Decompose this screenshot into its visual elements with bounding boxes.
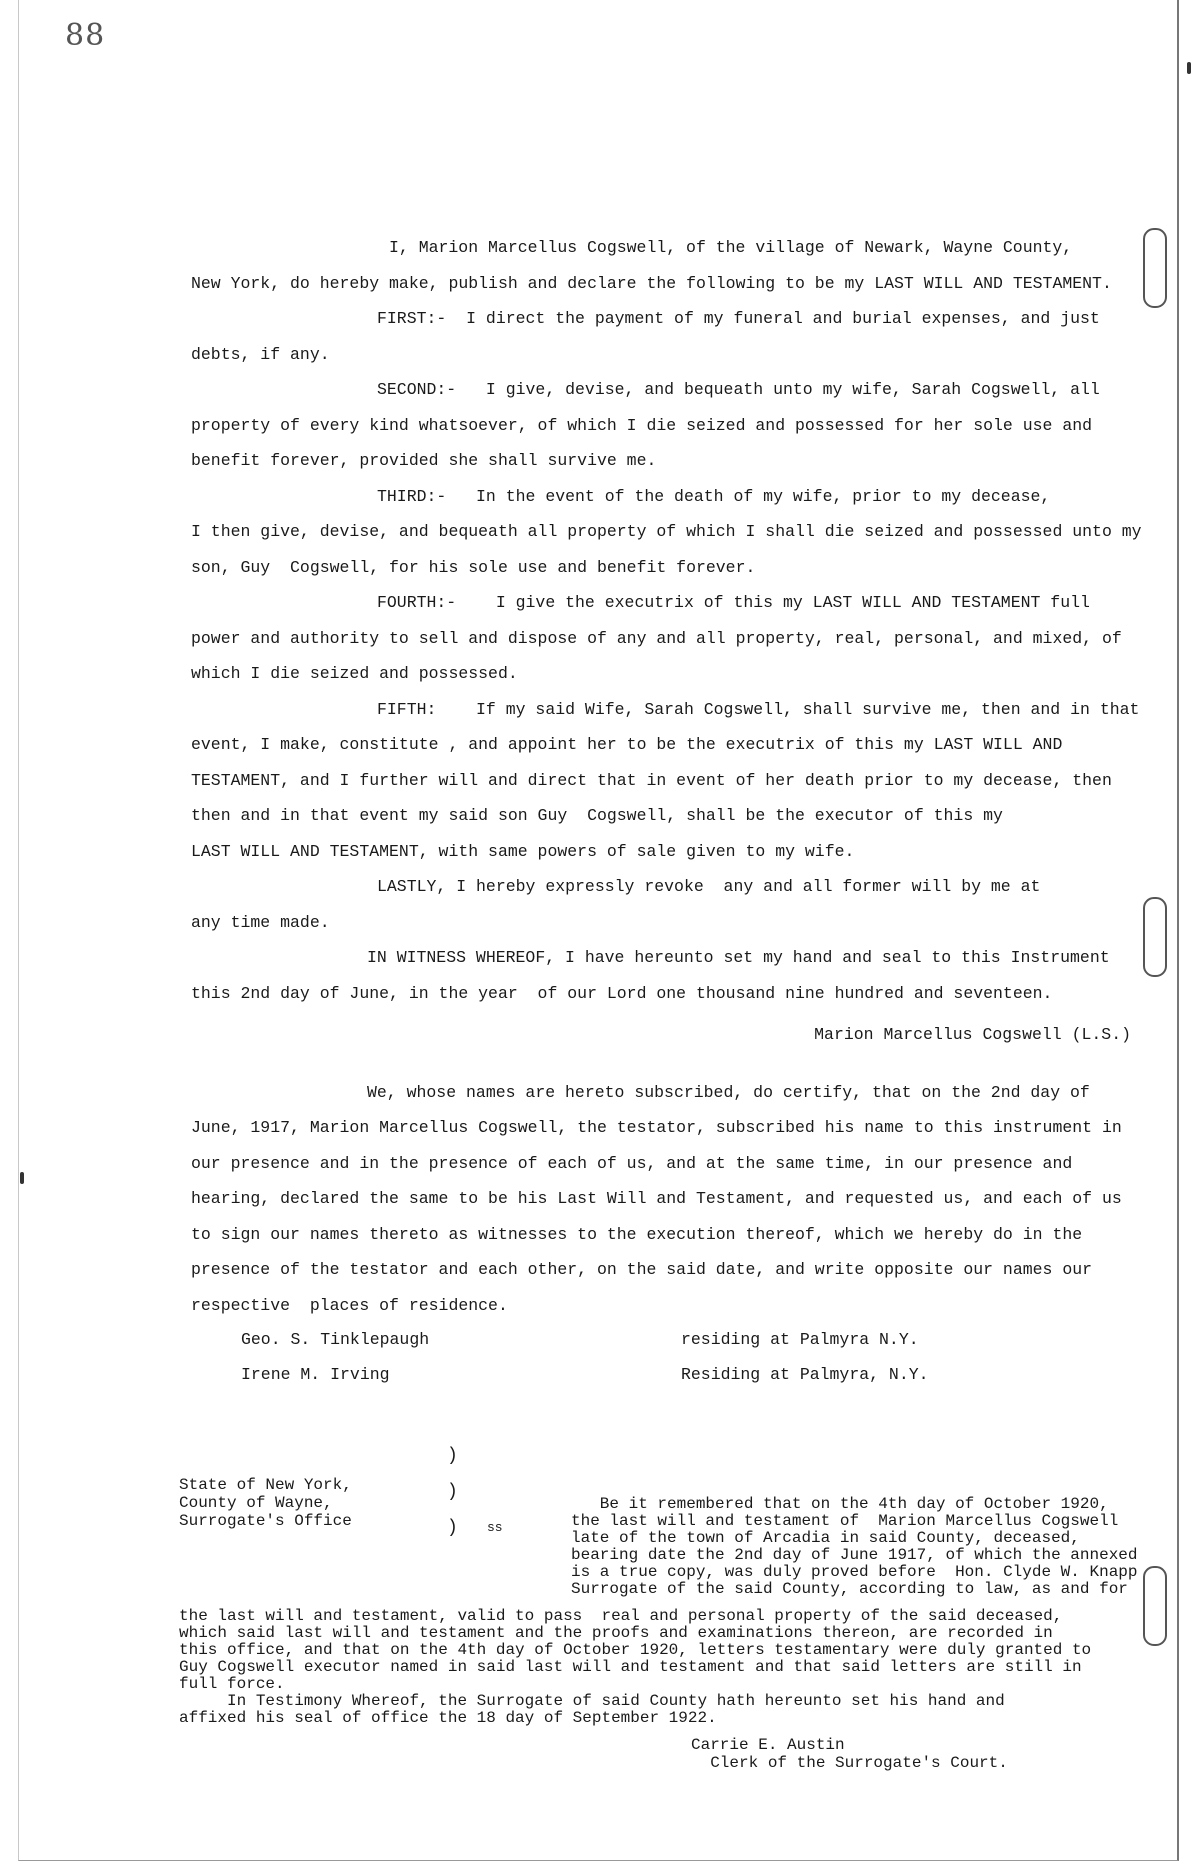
text-line: power and authority to sell and dispose of any and all property, real, personal, and mixed, of — [191, 628, 1122, 648]
text-line: LASTLY, I hereby expressly revoke any and all former will by me at — [377, 877, 1041, 896]
text-line: which I die seized and possessed. — [191, 664, 518, 683]
text-line: FOURTH:- I give the executrix of this my LAST WILL AND TESTAMENT full — [377, 593, 1090, 612]
venue-line: State of New York, — [179, 1476, 352, 1494]
text-line: son, Guy Cogswell, for his sole use and benefit forever. — [191, 557, 756, 577]
page-number: 88 — [65, 18, 106, 53]
will-text — [191, 230, 1151, 1011]
text-line: SECOND:- I give, devise, and bequeath unto my wife, Sarah Cogswell, all — [377, 380, 1100, 399]
text-line: presence of the testator and each other, on the said date, and write opposite our names our — [191, 1260, 1093, 1279]
text-line: respective places of residence. — [191, 1295, 508, 1315]
certificate-text-upper — [571, 1496, 1138, 1598]
text-line: to sign our names thereto as witnesses to the execution thereof, which we hereby do in the — [191, 1224, 1083, 1244]
paren-glyph: ) — [447, 1446, 458, 1466]
scan-mark-icon — [20, 1172, 24, 1184]
certificate-line: is a true copy, was duly proved before Hon. Clyde W. Knapp — [571, 1563, 1138, 1581]
text-line: debts, if any. — [191, 344, 330, 364]
binder-clip-icon — [1143, 1566, 1167, 1646]
text-line: We, whose names are hereto subscribed, do certify, that on the 2nd day of — [367, 1082, 1090, 1102]
text-line: this 2nd day of June, in the year of our Lord one thousand nine hundred and seventeen. — [191, 983, 1053, 1003]
text-line: benefit forever, provided she shall survive me. — [191, 451, 657, 470]
certificate-text-lower — [179, 1608, 1091, 1727]
certificate-line: the last will and testament, valid to pass real and personal property of the said deceased, — [179, 1607, 1063, 1625]
text-line: I, Marion Marcellus Cogswell, of the village of Newark, Wayne County, — [389, 238, 1073, 257]
text-line: THIRD:- In the event of the death of my wife, prior to my decease, — [377, 486, 1051, 506]
text-line: New York, do hereby make, publish and declare the following to be my LAST WILL AND TESTAMENT. — [191, 273, 1112, 293]
text-line: then and in that event my said son Guy Cogswell, shall be the executor of this my — [191, 806, 1003, 825]
certificate-line: late of the town of Arcadia in said County, deceased, — [571, 1529, 1080, 1547]
text-line: FIRST:- I direct the payment of my funeral and burial expenses, and just — [377, 309, 1100, 328]
clerk-title: Clerk of the Surrogate's Court. — [691, 1754, 1008, 1772]
text-line: hearing, declared the same to be his Last Will and Testament, and requested us, and each of us — [191, 1189, 1122, 1208]
witness-list — [241, 1330, 941, 1400]
text-line: property of every kind whatsoever, of which I die seized and possessed for her sole use and — [191, 415, 1093, 435]
witness-row — [241, 1365, 941, 1400]
will-body — [191, 230, 1151, 1323]
certificate-line: which said last will and testament and the proofs and examinations thereon, are recorded in — [179, 1624, 1053, 1642]
paren-glyph: ) — [447, 1518, 458, 1538]
document-page — [18, 0, 1179, 1861]
venue-line: County of Wayne, — [179, 1494, 333, 1512]
certificate-line: Guy Cogswell executor named in said last will and testament and that said letters are still in — [179, 1658, 1082, 1676]
certificate-line: Surrogate of the said County, according to law, as and for — [571, 1580, 1128, 1598]
certificate-line: this office, and that on the 4th day of October 1920, letters testamentary were duly granted to — [179, 1641, 1092, 1659]
ss-mark: ss — [487, 1520, 503, 1535]
witness-residence: Residing at Palmyra, N.Y. — [681, 1365, 929, 1384]
text-line: I then give, devise, and bequeath all property of which I shall die seized and possessed unto my — [191, 522, 1142, 541]
certificate-line: the last will and testament of Marion Marcellus Cogswell — [571, 1512, 1119, 1530]
certificate-line: In Testimony Whereof, the Surrogate of said County hath hereunto set his hand and — [179, 1692, 1005, 1710]
text-line: TESTAMENT, and I further will and direct that in event of her death prior to my decease, then — [191, 770, 1112, 790]
certificate-line: Be it remembered that on the 4th day of October 1920, — [571, 1495, 1109, 1513]
text-line: event, I make, constitute , and appoint her to be the executrix of this my LAST WILL AND — [191, 735, 1063, 754]
testator-signature: Marion Marcellus Cogswell (L.S.) — [814, 1025, 1131, 1044]
attestation-clause — [191, 1075, 1151, 1324]
witness-name: Geo. S. Tinklepaugh — [241, 1330, 430, 1349]
paren-glyph: ) — [447, 1482, 458, 1502]
text-line: IN WITNESS WHEREOF, I have hereunto set my hand and seal to this Instrument — [367, 948, 1110, 967]
clerk-name: Carrie E. Austin — [691, 1736, 845, 1754]
certificate-venue — [179, 1476, 352, 1530]
certificate-line: full force. — [179, 1675, 285, 1693]
certificate-line: bearing date the 2nd day of June 1917, of which the annexed — [571, 1546, 1138, 1564]
text-line: any time made. — [191, 912, 330, 932]
text-line: FIFTH: If my said Wife, Sarah Cogswell, shall survive me, then and in that — [377, 699, 1140, 719]
text-line: LAST WILL AND TESTAMENT, with same powers of sale given to my wife. — [191, 841, 855, 861]
text-line: our presence and in the presence of each of us, and at the same time, in our presence and — [191, 1153, 1073, 1173]
witness-name: Irene M. Irving — [241, 1365, 390, 1384]
scan-mark-icon — [1187, 62, 1191, 74]
clerk-signature — [691, 1736, 1008, 1772]
certificate-line: affixed his seal of office the 18 day of September 1922. — [179, 1709, 717, 1727]
text-line: June, 1917, Marion Marcellus Cogswell, the testator, subscribed his name to this instrument in — [191, 1118, 1122, 1137]
witness-residence: residing at Palmyra N.Y. — [681, 1330, 919, 1349]
venue-line: Surrogate's Office — [179, 1512, 352, 1530]
witness-row — [241, 1330, 941, 1365]
